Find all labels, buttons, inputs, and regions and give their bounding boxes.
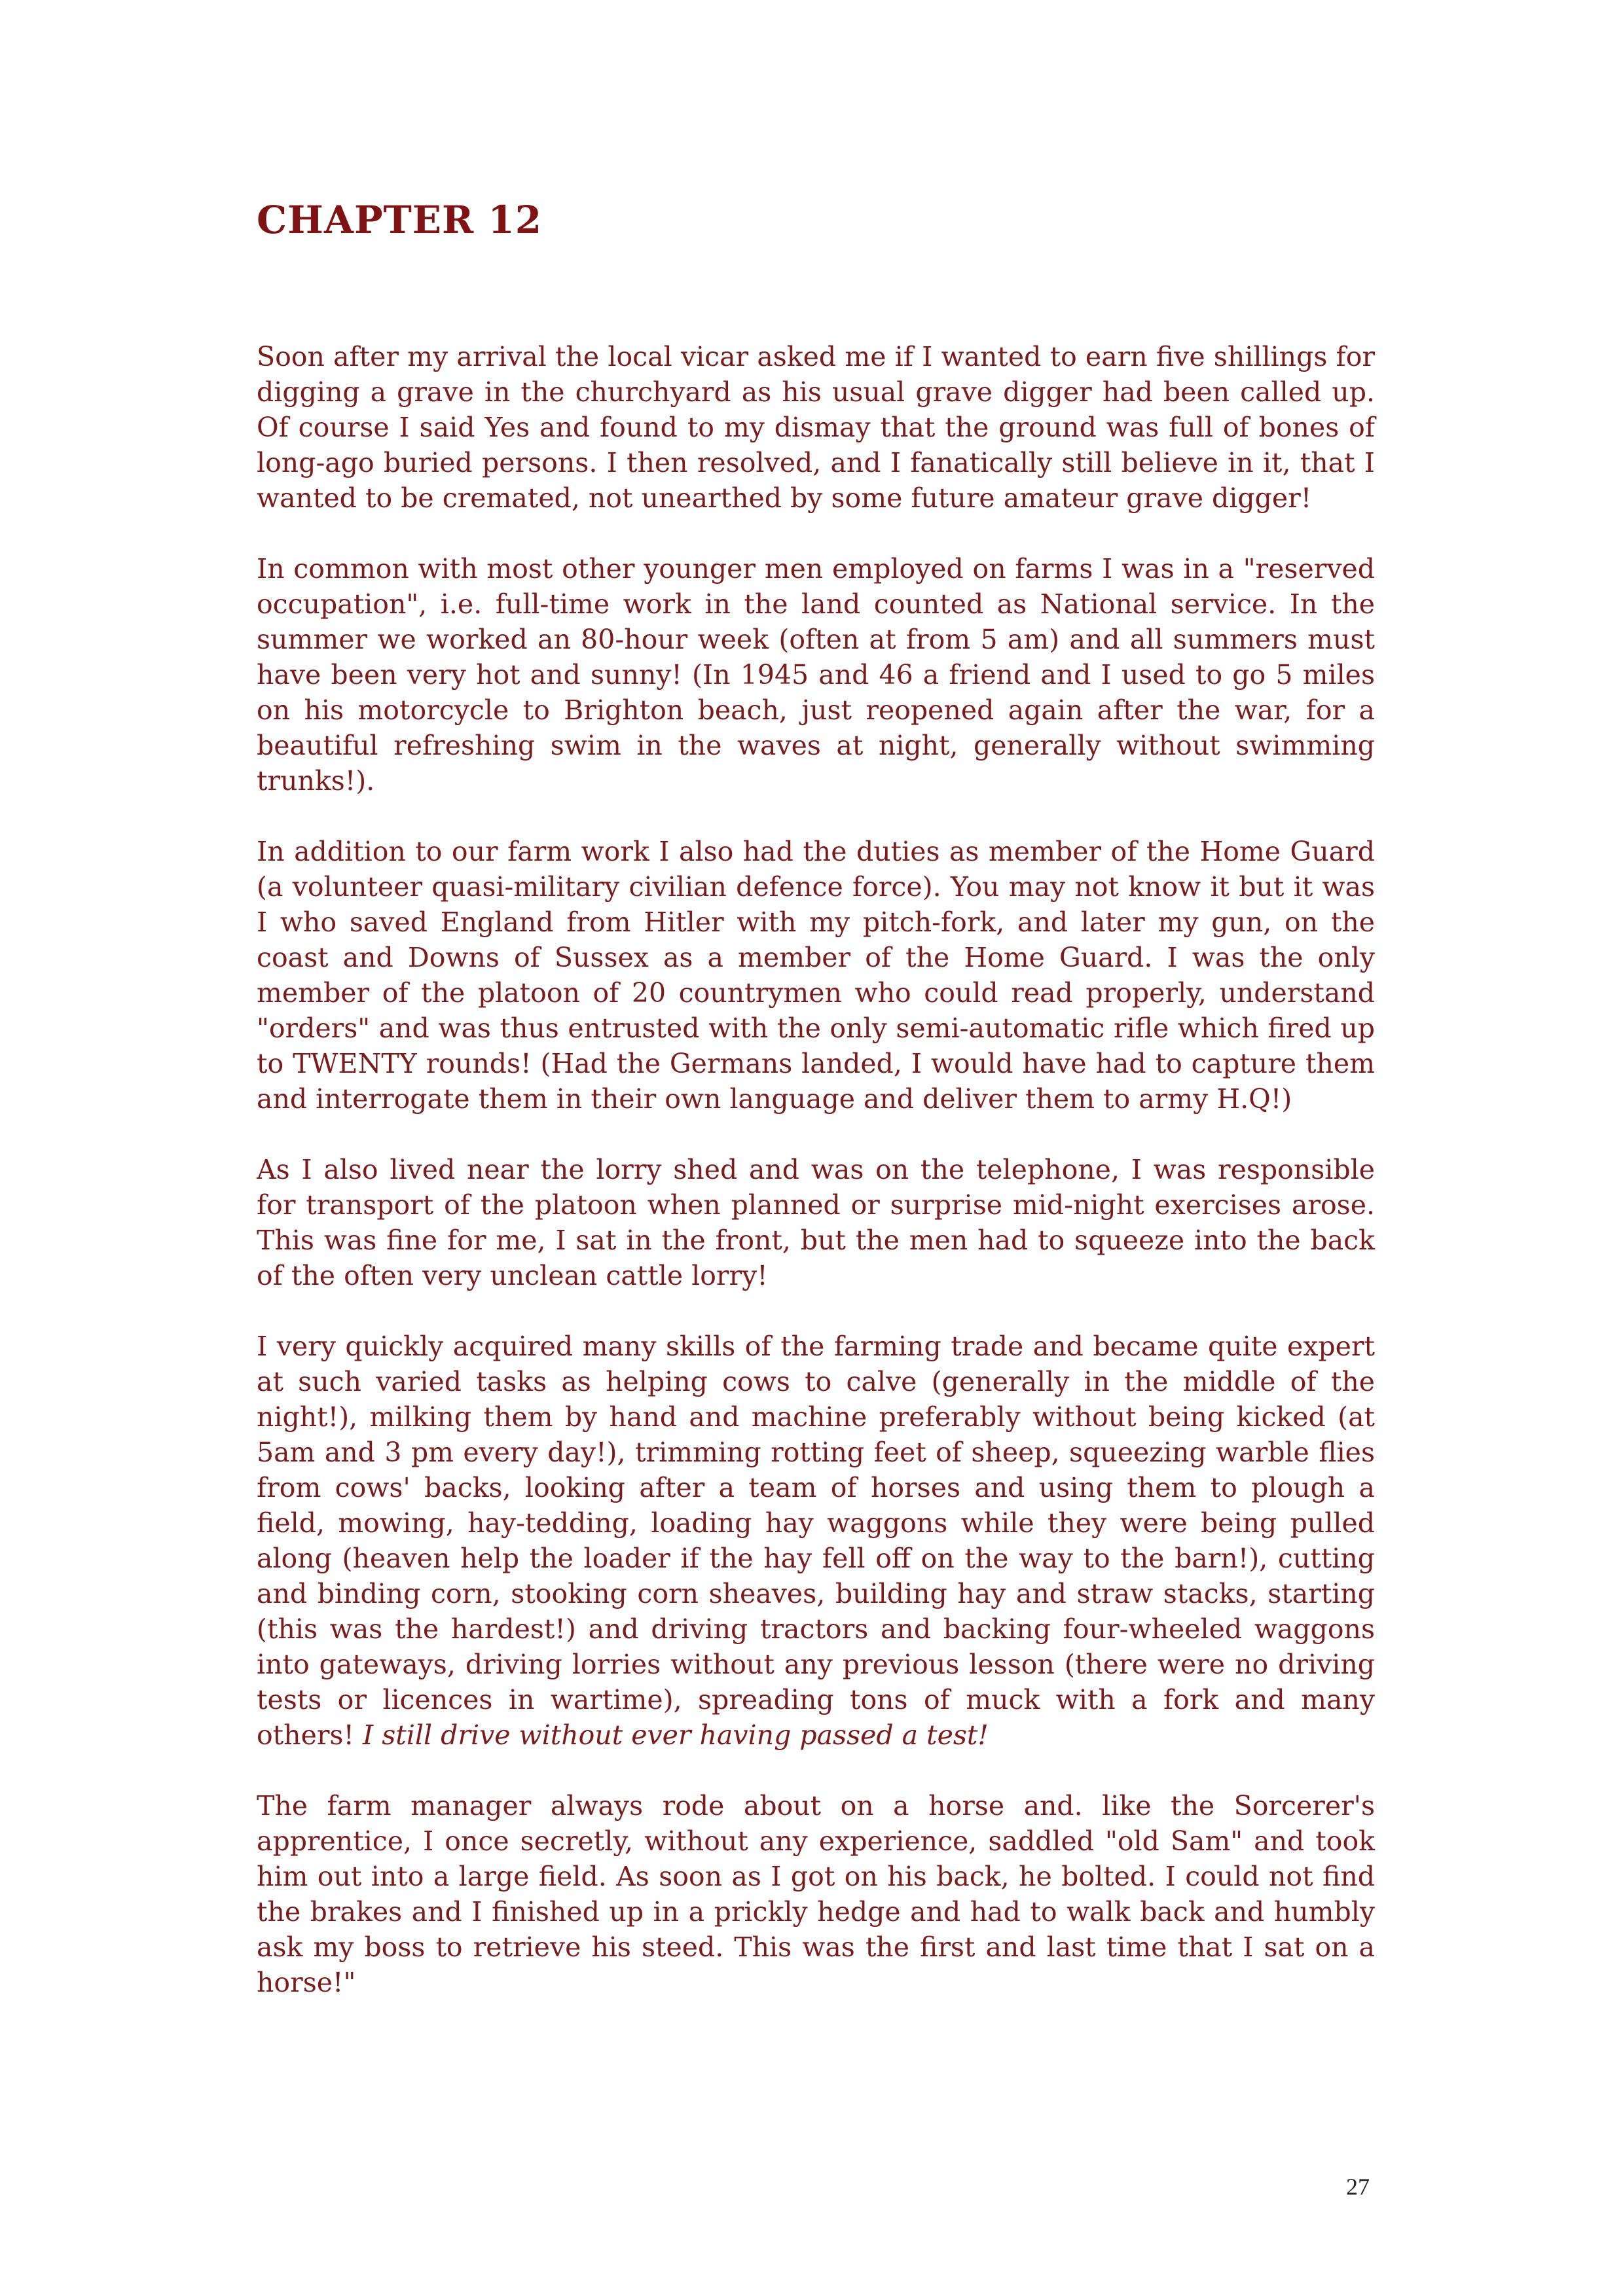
paragraph-reserved-occupation bbox=[257, 551, 1375, 798]
chapter-title: CHAPTER 12 bbox=[257, 198, 543, 242]
paragraph-text: I very quickly acquired many skills of the farming trade and became quite expert at such varied tasks as helping cows to calve (generally in the middle of the night!), milking them by hand and machine preferably without being kicked (at 5am and 3 pm every day!), trimming rotting feet of sheep, squeezing warble flies from cows' backs, looking after a team of horses and using them to plough a field, mowing, hay-tedding, loading hay waggons while they were being pulled along (heaven help the loader if the hay fell off on the way to the barn!), cutting and binding corn, stooking corn sheaves, building hay and straw stacks, starting (this was the hardest!) and driving tractors and backing four-wheeled waggons into gateways, driving lorries without any previous lesson (there were no driving tests or licences in wartime), spreading tons of muck with a fork and many others! bbox=[257, 1331, 1375, 1751]
paragraph-text: In addition to our farm work I also had the duties as member of the Home Guard (a volunteer quasi-military civilian defence force). You may not know it but it was I who saved England from Hitler with my pitch-fork, and later my gun, on the coast and Downs of Sussex as a member of the Home Guard. I was the only member of the platoon of 20 countrymen who could read properly, understand "orders" and was thus entrusted with the only semi-automatic rifle which fired up to TWENTY rounds! (Had the Germans landed, I would have had to capture them and interrogate them in their own language and deliver them to army H.Q!) bbox=[257, 836, 1375, 1115]
paragraph-home-guard bbox=[257, 834, 1375, 1117]
paragraph-horse-story bbox=[257, 1788, 1375, 2000]
paragraph-grave-digging bbox=[257, 339, 1375, 516]
paragraph-text: As I also lived near the lorry shed and was on the telephone, I was responsible for transport of the platoon when planned or surprise mid-night exercises arose. This was fine for me, I sat in the front, but the men had to squeeze into the back of the often very unclean cattle lorry! bbox=[257, 1154, 1375, 1291]
paragraph-farming-skills bbox=[257, 1329, 1375, 1753]
body-text bbox=[257, 339, 1375, 2036]
paragraph-text: In common with most other younger men employed on farms I was in a "reserved occupation", i.e. full-time work in the land counted as National service. In the summer we worked an 80-hour week (often at from 5 am) and all summers must have been very hot and sunny! (In 1945 and 46 a friend and I used to go 5 miles on his motorcycle to Brighton beach, just reopened again after the war, for a beautiful refreshing swim in the waves at night, generally without swimming trunks!). bbox=[257, 553, 1375, 797]
document-page bbox=[257, 0, 1375, 2296]
paragraph-lorry-transport bbox=[257, 1152, 1375, 1293]
page-number: 27 bbox=[1346, 2174, 1370, 2200]
paragraph-text: The farm manager always rode about on a horse and. like the Sorcerer's apprentice, I once secretly, without any experience, saddled "old Sam" and took him out into a large field. As soon as I got on his back, he bolted. I could not find the brakes and I finished up in a prickly hedge and had to walk back and humbly ask my boss to retrieve his steed. This was the first and last time that I sat on a horse!" bbox=[257, 1790, 1375, 1998]
paragraph-italic-remark: I still drive without ever having passed a test! bbox=[363, 1719, 989, 1751]
paragraph-text: Soon after my arrival the local vicar asked me if I wanted to earn five shillings for digging a grave in the churchyard as his usual grave digger had been called up. Of course I said Yes and found to my dismay that the ground was full of bones of long-ago buried persons. I then resolved, and I fanatically still believe in it, that I wanted to be cremated, not unearthed by some future amateur grave digger! bbox=[257, 341, 1375, 514]
